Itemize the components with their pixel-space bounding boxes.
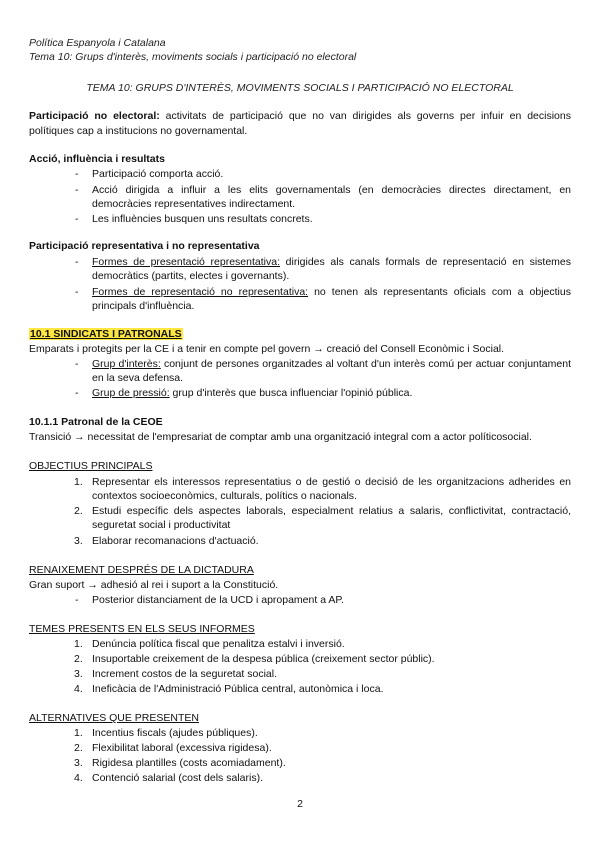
heading-10-1: 10.1 SINDICATS I PATRONALS	[30, 328, 182, 340]
heading-temes: TEMES PRESENTS EN ELS SEUS INFORMES	[29, 623, 255, 635]
section-10-1-1-text: Transició → necessitat de l'empresariat de comptar amb una organització integral com a actor políticosocial.	[29, 431, 532, 443]
header-topic: Tema 10: Grups d'interès, moviments socials i participació no electoral	[29, 51, 357, 63]
heading-alternatives: ALTERNATIVES QUE PRESENTEN	[29, 712, 199, 724]
bullet-marker: -	[75, 256, 79, 268]
bullet-marker: -	[75, 168, 79, 180]
heading-10-1-1: 10.1.1 Patronal de la CEOE	[29, 416, 163, 428]
document-page: Política Espanyola i Catalana Tema 10: Grups d'interès, moviments socials i participació no electoral TEMA 10: GRUPS D'INTERÈS, MOVIMENTS SOCIALS I PARTICIPACIÓ NO ELECTORAL Participació no electoral: activitats de participació que no van dirigides als governs per infuir en decisions polítiques cap a institucions no governamental. Acció, influència i resultats - Participació comporta acció. - Acció dirigida a influir a les elits governamentals (en democràcies directes directament, en democràcies representatives indirectament. - Les influències busquen uns resultats concrets. Participació representativa i no representativa - Formes de presentació representativa: dirigides als canals formals de representació en sistemes democràtics (partits, electes i governants). - Formes de representació no representativa: no tenen als representants oficials com a objectius principals d'influència. 10.1 SINDICATS I PATRONALS Emparats i protegits per la CE i a tenir en compte pel govern → creació del Consell Econòmic i Social. - Grup d'interès: conjunt de persones organitzades al voltant d'un interès comú per actuar conjuntament en la seva defensa. - Grup de pressió: grup d'interès que busca influenciar l'opinió pública. 10.1.1 Patronal de la CEOE Transició → necessitat de l'empresariat de comptar amb una organització integral com a actor políticosocial. OBJECTIUS PRINCIPALS 1. Representar els interessos representatius o de gestió o decisió de les organitzacions adherides en contextos socioeconòmics, culturals, polítics o nacionals. 2. Estudi específic dels aspectes laborals, especialment relatius a salaris, conflictivitat, contractació, seguretat social i productivitat 3. Elaborar recomanacions d'actuació. RENAIXEMENT DESPRÉS DE LA DICTADURA Gran suport → adhesió al rei i suport a la Constitució. - Posterior distanciament de la UCD i apropament a AP. TEMES PRESENTS EN ELS SEUS INFORMES 1. Denúncia política fiscal que penalitza estalvi i inversió. 2. Insuportable creixement de la despesa pública (creixement sector públic). 3. Increment costos de la seguretat social. 4. Ineficàcia de l'Administració Pública central, autonòmica i loca. ALTERNATIVES QUE PRESENTEN 1. Incentius fiscals (ajudes públiques). 2. Flexibilitat laboral (excessiva rigidesa). 3. Rigidesa plantilles (costs acomiadament). 4. Contenció salarial (cost dels salaris). 2	[0, 0, 600, 848]
header-course: Política Espanyola i Catalana	[29, 37, 166, 49]
bullet-marker: -	[75, 358, 79, 370]
bullet-marker: -	[75, 213, 79, 225]
heading-renaixement: RENAIXEMENT DESPRÉS DE LA DICTADURA	[29, 564, 254, 576]
document-title: TEMA 10: GRUPS D'INTERÈS, MOVIMENTS SOCIALS I PARTICIPACIÓ NO ELECTORAL	[86, 82, 514, 94]
heading-accio: Acció, influència i resultats	[29, 153, 165, 165]
bullet-marker: -	[75, 184, 79, 196]
intro-text: activitats de participació que no van dirigides als governs per infuir en decisions polítiques cap a institucions no governamental.	[29, 110, 571, 137]
intro-paragraph	[29, 109, 571, 139]
heading-objectius: OBJECTIUS PRINCIPALS	[29, 460, 153, 472]
page-number: 2	[297, 798, 303, 810]
bullet-marker: -	[75, 286, 79, 298]
bullet-marker: -	[75, 387, 79, 399]
section-10-1-intro: Emparats i protegits per la CE i a tenir en compte pel govern → creació del Consell Econòmic i Social.	[29, 343, 505, 355]
heading-representativa: Participació representativa i no representativa	[29, 240, 260, 252]
renaixement-text: Gran suport → adhesió al rei i suport a la Constitució.	[29, 579, 279, 591]
intro-term: Participació no electoral:	[29, 110, 160, 122]
bullet-marker: -	[75, 594, 79, 606]
